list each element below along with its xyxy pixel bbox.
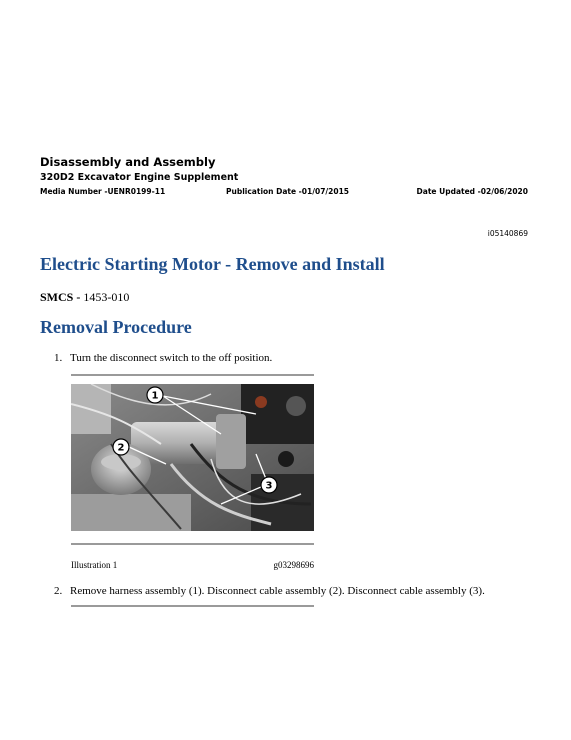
- document-subtitle: 320D2 Excavator Engine Supplement: [40, 172, 239, 183]
- step-1: [54, 352, 272, 364]
- document-title: Disassembly and Assembly: [40, 155, 216, 169]
- smcs-value: 1453-010: [83, 290, 130, 304]
- callout-3: [261, 477, 277, 493]
- step-2: [54, 585, 485, 597]
- smcs-label: SMCS -: [40, 290, 81, 304]
- step-2-number: 2.: [54, 585, 63, 597]
- page-title: Electric Starting Motor - Remove and Install: [40, 254, 385, 274]
- callout-1-label: 1: [151, 390, 159, 402]
- publication-date: Publication Date -01/07/2015: [226, 187, 350, 196]
- callout-2-label: 2: [117, 442, 125, 454]
- step-2-rule: [71, 605, 314, 607]
- graphic-id: g03298696: [273, 560, 314, 570]
- step-2-text: Remove harness assembly (1). Disconnect cable assembly (2). Disconnect cable assembly (3).: [70, 585, 485, 597]
- figure-photo: [71, 384, 314, 531]
- callout-1: [147, 387, 163, 403]
- document-id: i05140869: [487, 229, 528, 238]
- figure-top-rule: [71, 374, 314, 376]
- figure-bottom-rule: [71, 543, 314, 545]
- callout-3-label: 3: [265, 480, 273, 492]
- section-title: Removal Procedure: [40, 317, 192, 337]
- step-1-number: 1.: [54, 352, 63, 364]
- callout-2: [113, 439, 129, 455]
- date-updated: Date Updated -02/06/2020: [416, 187, 528, 196]
- smcs-line: [40, 290, 129, 305]
- media-number: Media Number -UENR0199-11: [40, 187, 166, 196]
- step-1-text: Turn the disconnect switch to the off position.: [70, 352, 273, 364]
- illustration-label: Illustration 1: [71, 560, 118, 570]
